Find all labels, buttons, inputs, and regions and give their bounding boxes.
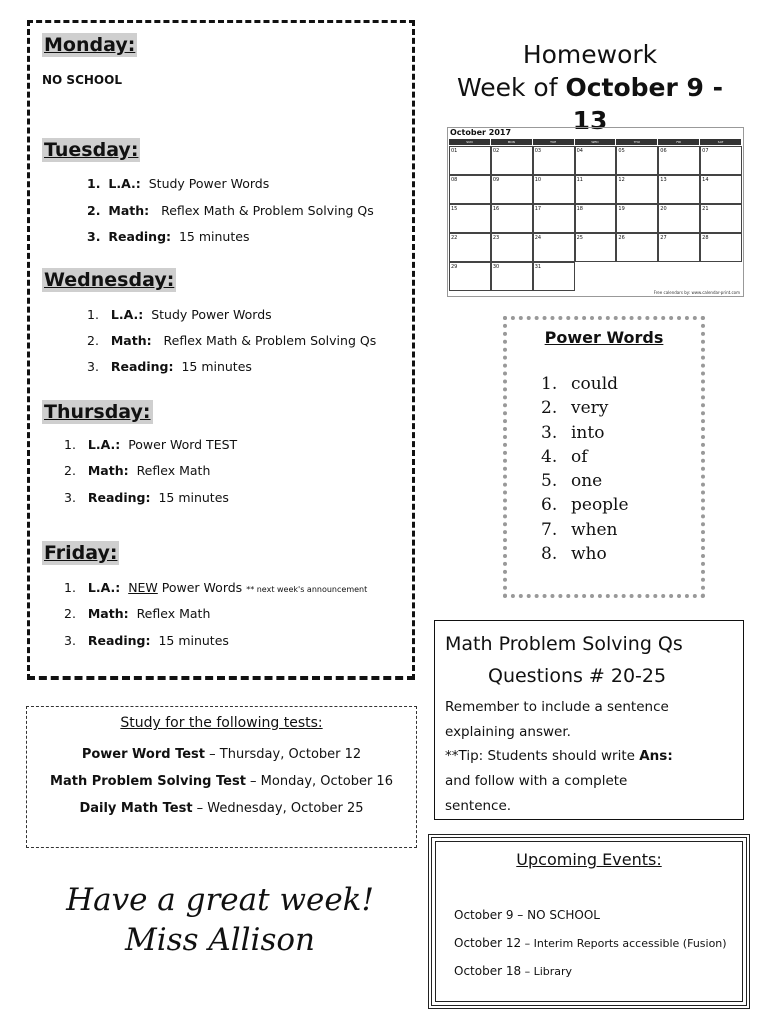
- wednesday-task: 2. Math: Reflex Math & Problem Solving Qs: [87, 333, 377, 348]
- calendar-weekday: THU: [616, 139, 658, 145]
- calendar-day: 31: [533, 262, 575, 291]
- calendar-day: 02: [491, 146, 533, 175]
- power-word-item: 8. who: [541, 544, 607, 565]
- calendar-day: 25: [575, 233, 617, 262]
- october-calendar: [447, 127, 744, 297]
- calendar-day: 23: [491, 233, 533, 262]
- test-item: Power Word Test – Thursday, October 12: [81, 747, 362, 762]
- calendar-day: 07: [700, 146, 742, 175]
- thursday-task: 3. Reading: 15 minutes: [64, 490, 229, 505]
- power-word-item: 1. could: [541, 374, 619, 394]
- calendar-day: 10: [533, 175, 575, 204]
- calendar-footer: Free calendars by: www.calendar-print.com: [653, 290, 740, 295]
- power-word-item: 4. of: [541, 446, 588, 467]
- study-tests-box: [26, 706, 417, 848]
- calendar-grid: [449, 146, 742, 291]
- calendar-day: 06: [658, 146, 700, 175]
- title-homework: Homework: [522, 40, 658, 69]
- power-word-item: 5. one: [541, 471, 603, 492]
- math-ps-title: Math Problem Solving Qs: [445, 633, 683, 655]
- power-words-title: Power Words: [544, 328, 664, 347]
- math-problem-solving-box: [434, 620, 744, 820]
- calendar-day: 19: [616, 204, 658, 233]
- signature: Miss Allison: [125, 922, 315, 958]
- tuesday-task: 3. Reading: 15 minutes: [87, 229, 250, 244]
- calendar-day: 28: [700, 233, 742, 262]
- calendar-day: 16: [491, 204, 533, 233]
- study-title: Study for the following tests:: [120, 715, 323, 731]
- power-word-item: 3. into: [541, 422, 605, 443]
- closing-line: Have a great week!: [66, 882, 374, 918]
- calendar-day: 15: [449, 204, 491, 233]
- page-title: [440, 38, 740, 137]
- tuesday-task: 2. Math: Reflex Math & Problem Solving Qs: [87, 203, 374, 218]
- calendar-day: 12: [616, 175, 658, 204]
- calendar-day: 09: [491, 175, 533, 204]
- friday-heading: Friday:: [44, 542, 118, 564]
- calendar-day: 18: [575, 204, 617, 233]
- event-item: October 12 – Interim Reports accessible (Fusion): [454, 936, 727, 950]
- calendar-weekday: SUN: [449, 139, 491, 145]
- event-item: October 18 – Library: [454, 964, 573, 978]
- friday-task: 3. Reading: 15 minutes: [64, 633, 229, 648]
- wednesday-task: 3. Reading: 15 minutes: [87, 359, 252, 374]
- calendar-day: 01: [449, 146, 491, 175]
- calendar-weekday: WED: [575, 139, 617, 145]
- wednesday-heading: Wednesday:: [44, 269, 175, 291]
- title-week: Week of October 9 - 13: [456, 73, 724, 135]
- monday-heading: Monday:: [44, 34, 136, 56]
- thursday-task: 1. L.A.: Power Word TEST: [64, 437, 238, 452]
- power-words-box: [503, 316, 705, 598]
- calendar-day: 08: [449, 175, 491, 204]
- calendar-day: 03: [533, 146, 575, 175]
- power-word-item: 6. people: [541, 495, 629, 516]
- upcoming-events-title: Upcoming Events:: [516, 850, 662, 869]
- calendar-weekday: TUE: [533, 139, 575, 145]
- calendar-day: 14: [700, 175, 742, 204]
- power-word-item: 2. very: [541, 398, 609, 419]
- friday-task: 2. Math: Reflex Math: [64, 606, 211, 621]
- thursday-heading: Thursday:: [44, 401, 151, 423]
- calendar-day: 24: [533, 233, 575, 262]
- calendar-day: 20: [658, 204, 700, 233]
- friday-task: 1. L.A.: NEW Power Words ** next week's announcement: [64, 580, 368, 595]
- power-word-item: 7. when: [541, 519, 618, 540]
- tuesday-heading: Tuesday:: [44, 139, 139, 161]
- calendar-weekday: SAT: [700, 139, 742, 145]
- daily-homework-box: [27, 20, 415, 680]
- calendar-day: 22: [449, 233, 491, 262]
- tuesday-task: 1. L.A.: Study Power Words: [87, 176, 270, 191]
- calendar-weekday-header: [449, 139, 742, 145]
- calendar-day: 21: [700, 204, 742, 233]
- calendar-title: October 2017: [450, 128, 512, 137]
- power-words-list: [541, 372, 629, 566]
- calendar-day: 11: [575, 175, 617, 204]
- calendar-weekday: FRI: [658, 139, 700, 145]
- math-ps-instructions: Remember to include a sentence explaining answer. **Tip: Students should write Ans: and follow with a complete sentence.: [445, 699, 673, 814]
- calendar-day: 05: [616, 146, 658, 175]
- calendar-day: 30: [491, 262, 533, 291]
- calendar-day: 13: [658, 175, 700, 204]
- math-ps-subtitle: Questions # 20-25: [488, 665, 667, 687]
- event-item: October 9 – NO SCHOOL: [454, 908, 600, 922]
- calendar-weekday: MON: [491, 139, 533, 145]
- monday-note: NO SCHOOL: [42, 73, 122, 87]
- wednesday-task: 1. L.A.: Study Power Words: [87, 307, 272, 322]
- thursday-task: 2. Math: Reflex Math: [64, 463, 211, 478]
- closing-message: [60, 880, 380, 960]
- calendar-day: 29: [449, 262, 491, 291]
- test-item: Math Problem Solving Test – Monday, October 16: [50, 774, 393, 789]
- calendar-day: 27: [658, 233, 700, 262]
- test-item: Daily Math Test – Wednesday, October 25: [79, 801, 364, 816]
- upcoming-events-box: [428, 834, 750, 1009]
- calendar-day: 04: [575, 146, 617, 175]
- calendar-day: 26: [616, 233, 658, 262]
- calendar-day: 17: [533, 204, 575, 233]
